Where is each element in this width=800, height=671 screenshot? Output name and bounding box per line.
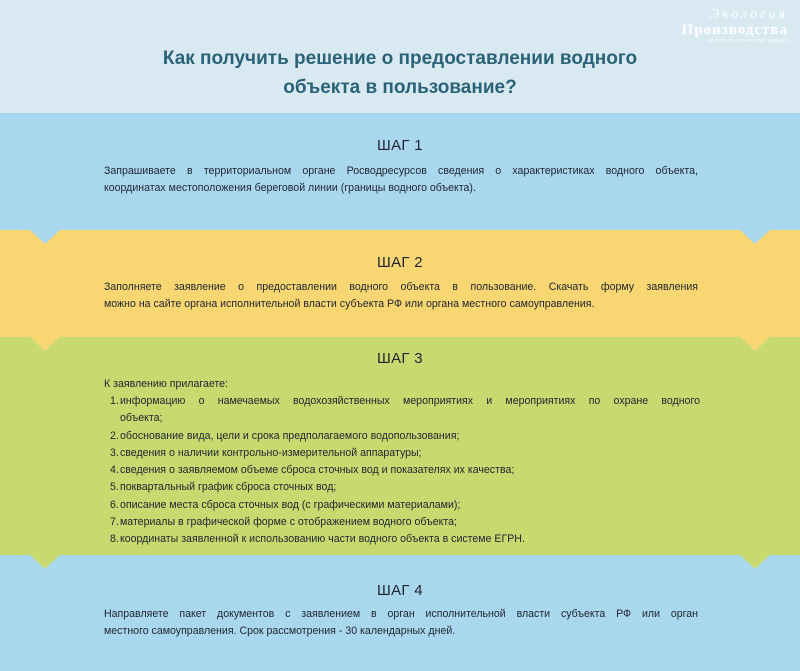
list-item-text: поквартальный график сброса сточных вод; (120, 481, 337, 494)
list-item (110, 393, 700, 428)
list-item (110, 497, 700, 514)
list-item-text (120, 393, 700, 428)
step4-text-line1: Направляете пакет документов с заявлением в орган исполнительной власти субъекта РФ или орган (104, 608, 698, 620)
list-item-text: координаты заявленной к использованию части водного объекта в системе ЕГРН. (120, 533, 525, 546)
logo-line1: Экология (709, 7, 788, 22)
list-item-text: описание места сброса сточных вод (с графическими материалами); (120, 498, 461, 511)
step1-text-line1: Запрашиваете в территориальном органе Росводресурсов сведения о характеристиках водного объекта, (104, 165, 698, 177)
page-title-line1: Как получить решение о предоставлении водного (162, 48, 638, 69)
list-item-text: материалы в графической форме с отображением водного объекта; (120, 516, 457, 529)
step1-text-line2: координатах местоположения береговой линии (границы водного объекта). (104, 181, 476, 194)
list-item (110, 445, 700, 462)
brand-logo (638, 8, 788, 48)
step2-text-line2: можно на сайте органа исполнительной власти субъекта РФ или органа местного самоуправления. (104, 297, 595, 310)
list-item-number: 8. (110, 533, 119, 546)
step3-list (110, 393, 700, 549)
step1-title: ШАГ 1 (377, 137, 423, 154)
list-item-number: 6. (110, 498, 119, 511)
list-item-text-line1: информацию о намечаемых водохозяйственных мероприятиях и мероприятиях по охране водного (120, 395, 700, 407)
step3-title: ШАГ 3 (377, 350, 423, 367)
list-item-text: сведения о наличии контрольно-измерительной аппаратуры; (120, 446, 422, 459)
list-item-number: 7. (110, 516, 119, 529)
list-item (110, 428, 700, 445)
list-item-number: 2. (110, 429, 119, 442)
step2-text-line1: Заполняете заявление о предоставлении водного объекта в пользование. Скачать форму заявления (104, 281, 698, 293)
step4-text (104, 606, 698, 639)
list-item-number: 3. (110, 446, 119, 459)
step2-text (104, 279, 698, 312)
step4-title: ШАГ 4 (377, 582, 423, 599)
list-item-number: 5. (110, 481, 119, 494)
step3-intro: К заявлению прилагаете: (104, 378, 228, 390)
list-item-number: 1. (110, 395, 119, 407)
list-item-text: обоснование вида, цели и срока предполагаемого водопользования; (120, 429, 460, 442)
list-item (110, 479, 700, 496)
list-item-text-line2: объекта; (120, 412, 163, 425)
logo-line2: Производства (681, 22, 788, 38)
logo-tagline: научно-практический журнал (707, 38, 788, 44)
page-title (0, 44, 800, 102)
list-item-text: сведения о заявляемом объеме сброса сточных вод и показателях их качества; (120, 464, 515, 477)
step4-text-line2: местного самоуправления. Срок рассмотрения - 30 календарных дней. (104, 624, 456, 637)
list-item (110, 462, 700, 479)
page-title-line2: объекта в пользование? (283, 77, 517, 98)
list-item (110, 514, 700, 531)
list-item (110, 531, 700, 548)
list-item-number: 4. (110, 464, 119, 477)
step2-title: ШАГ 2 (377, 254, 423, 271)
step1-text (104, 163, 698, 196)
